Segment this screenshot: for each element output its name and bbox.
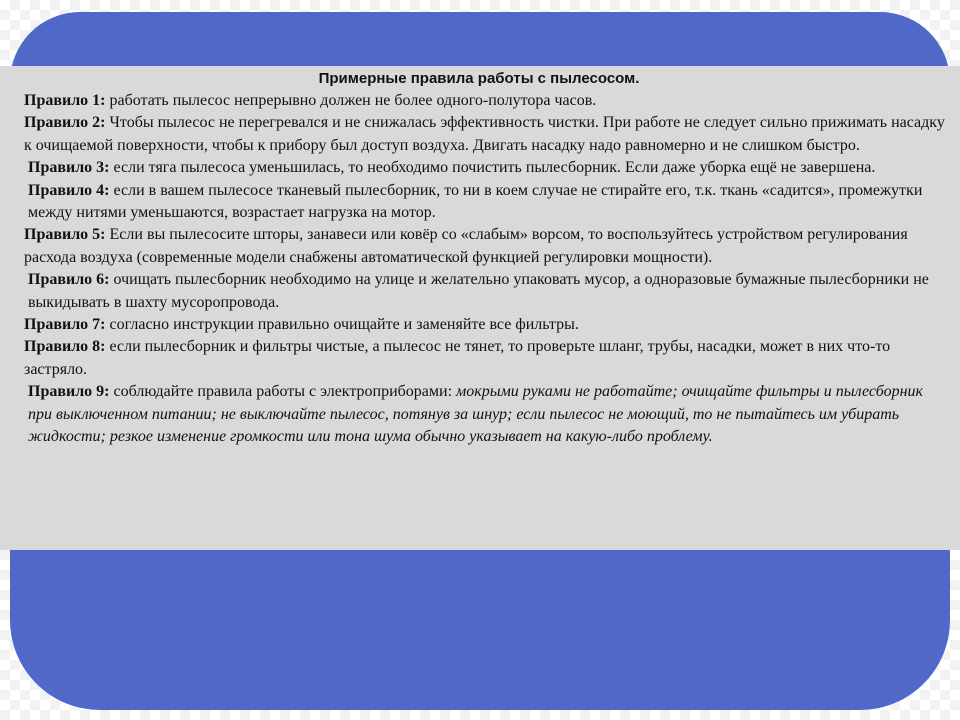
- rule-label: Правило 2:: [24, 114, 106, 132]
- rule-label: Правило 6:: [28, 271, 110, 289]
- rule-text: Если вы пылесосите шторы, занавеси или ковёр со «слабым» ворсом, то воспользуйтесь устройством регулирования расхода воздуха (современные модели снабжены автоматической функцией регулировки мощности).: [24, 226, 908, 266]
- rule-label: Правило 3:: [28, 159, 110, 177]
- rule-text: согласно инструкции правильно очищайте и заменяйте все фильтры.: [109, 316, 579, 334]
- slide-footer-band: [10, 550, 950, 710]
- rule-7: [10, 314, 948, 336]
- rule-text: работать пылесос непрерывно должен не более одного-полутора часов.: [109, 92, 597, 109]
- rule-4: [10, 180, 948, 225]
- rule-label: Правило 7:: [24, 316, 106, 334]
- rule-5: [10, 224, 948, 269]
- rule-text: если в вашем пылесосе тканевый пылесборник, то ни в коем случае не стирайте его, т.к. ткань «садится», промежутки между нитями уменьшаются, возрастает нагрузка на мотор.: [28, 181, 923, 222]
- rule-text: соблюдайте правила работы с электроприборами:: [113, 383, 453, 401]
- rule-label: Правило 4:: [28, 181, 110, 199]
- rule-3: [10, 157, 948, 179]
- rule-6: [10, 269, 948, 314]
- rule-label: Правило 8:: [24, 338, 106, 356]
- rule-1: [10, 90, 948, 112]
- rule-label: Правило 9:: [28, 383, 110, 401]
- rule-text: если тяга пылесоса уменьшилась, то необходимо почистить пылесборник. Если даже уборка ещё не завершена.: [113, 159, 876, 177]
- rules-text-box: [0, 66, 960, 550]
- page-title: Примерные правила работы с пылесосом.: [318, 70, 640, 87]
- rule-9: [10, 381, 948, 448]
- rule-text: очищать пылесборник необходимо на улице и желательно упаковать мусор, а одноразовые бумажные пылесборники не выкидывать в шахту мусоропровода.: [28, 271, 929, 311]
- rule-label: Правило 5:: [24, 226, 106, 244]
- rule-2: [10, 112, 948, 157]
- rule-text-italic: мокрыми руками не работайте; очищайте фильтры и пылесборник при выключенном питании; не выключайте пылесос, потянув за шнур; если пылесос не моющий, то не пытайтесь им убирать жидкости; резкое изменение громкости или тона шума обычно указывает на какую-либо проблему.: [28, 383, 923, 446]
- rule-text: Чтобы пылесос не перегревался и не снижалась эффективность чистки. При работе не следует сильно прижимать насадку к очищаемой поверхности, чтобы к прибору был доступ воздуха. Двигать насадку надо равномерно и не слишком быстро.: [24, 114, 945, 154]
- rule-text: если пылесборник и фильтры чистые, а пылесос не тянет, то проверьте шланг, трубы, насадки, может в них что-то застряло.: [24, 338, 891, 378]
- rule-label: Правило 1:: [24, 92, 106, 109]
- rule-8: [10, 336, 948, 381]
